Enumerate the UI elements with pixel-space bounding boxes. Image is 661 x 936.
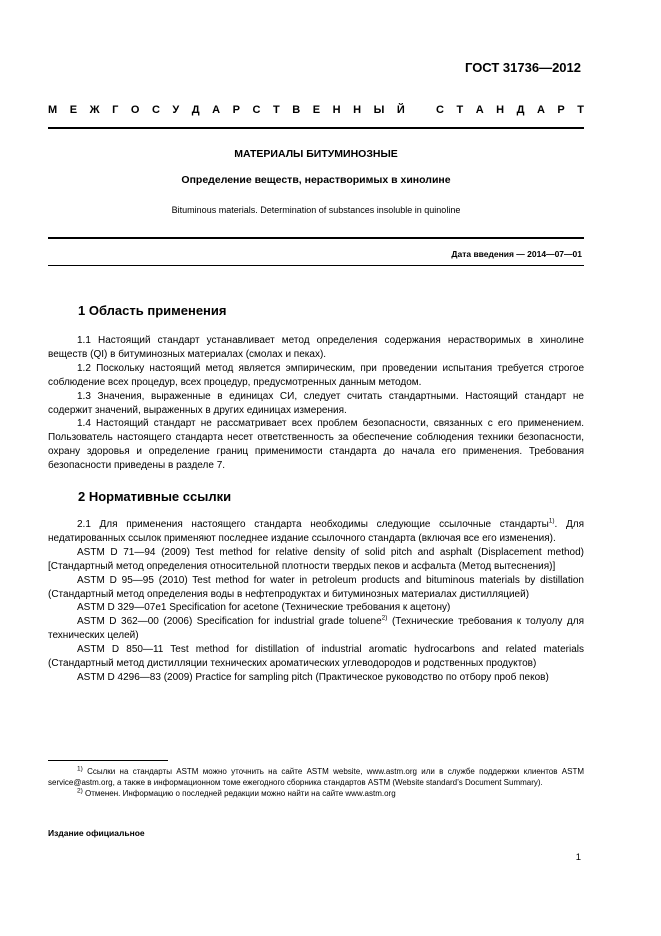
document-subtitle: Определение веществ, нерастворимых в хинолине bbox=[181, 174, 451, 186]
footnote-text: Отменен. Информацию о последней редакции можно найти на сайте www.astm.org bbox=[85, 789, 396, 799]
paragraph bbox=[48, 518, 584, 546]
letter: Ж bbox=[89, 104, 100, 116]
letter: Д bbox=[191, 104, 200, 116]
letter: Г bbox=[112, 104, 119, 116]
letter: Н bbox=[332, 104, 341, 116]
reference-item: ASTM D 95—95 (2010) Test method for water in petroleum products and bituminous materials by distillation (Стандартный метод определения воды в нефтепродуктах и битуминозных материалах дистилляцией) bbox=[48, 574, 584, 600]
date-divider bbox=[48, 265, 584, 266]
title-divider bbox=[48, 237, 584, 239]
reference-item: ASTM D 71—94 (2009) Test method for relative density of solid pitch and asphalt (Displacement method) [Стандартный метод определения относительной плотности твердых пеков и асфальта (Метод вытеснения)] bbox=[48, 546, 584, 572]
letter: Н bbox=[353, 104, 362, 116]
letter: В bbox=[292, 104, 301, 116]
english-title: Bituminous materials. Determination of substances insoluble in quinoline bbox=[171, 205, 461, 215]
letter: Е bbox=[69, 104, 78, 116]
reference-item: ASTM D 4296—83 (2009) Practice for sampling pitch (Практическое руководство по отбору проб пеков) bbox=[77, 671, 549, 683]
header-divider bbox=[48, 127, 584, 129]
letter: Т bbox=[456, 104, 464, 116]
standard-code: ГОСТ 31736—2012 bbox=[465, 60, 581, 75]
footnote-text: Ссылки на стандарты ASTM можно уточнить на сайте ASTM website, www.astm.org или в службе поддержки клиентов ASTM service@astm.org, а также в информационном томе ежегодного сборника стандартов ASTM (Website standard’s Document Summary). bbox=[48, 767, 584, 788]
footnote-divider bbox=[48, 760, 168, 761]
reference-text: ASTM D 362—00 (2006) Specification for industrial grade toluene bbox=[77, 616, 382, 628]
reference-item bbox=[48, 615, 584, 643]
letter: Д bbox=[516, 104, 525, 116]
letter: Т bbox=[577, 104, 584, 116]
letter: Н bbox=[496, 104, 505, 116]
paragraph-text: . Для недатированных ссылок применяют последнее издание ссылочного стандарта (включая все его изменения). bbox=[48, 519, 584, 544]
document-title: МАТЕРИАЛЫ БИТУМИНОЗНЫЕ bbox=[234, 148, 398, 160]
footnote-ref: 1) bbox=[548, 517, 555, 525]
letter: Т bbox=[273, 104, 280, 116]
introduction-date: Дата введения — 2014—07—01 bbox=[451, 249, 582, 259]
letter: А bbox=[212, 104, 221, 116]
letter: А bbox=[475, 104, 484, 116]
letter: У bbox=[172, 104, 180, 116]
section-heading: 2 Нормативные ссылки bbox=[78, 489, 232, 504]
interstate-word bbox=[48, 104, 405, 116]
footnotes bbox=[48, 766, 584, 800]
letter: Й bbox=[396, 104, 405, 116]
letter: С bbox=[252, 104, 261, 116]
paragraph: 1.1 Настоящий стандарт устанавливает метод определения содержания нерастворимых в хинолине веществ (QI) в битуминозных материалах (смолах и пеках). bbox=[48, 335, 584, 360]
letter: С bbox=[436, 104, 444, 116]
section-1-body bbox=[48, 334, 584, 473]
footnote-mark: 1) bbox=[77, 765, 83, 773]
reference-text: (Технические требования к толуолу для технических целей) bbox=[48, 616, 584, 642]
letter: Ы bbox=[373, 104, 385, 116]
footnote bbox=[48, 766, 584, 788]
section-2-body bbox=[48, 518, 584, 685]
reference-item: ASTM D 850—11 Test method for distillation of industrial aromatic hydrocarbons and related materials (Стандартный метод дистилляции технических ароматических углеводородов и родственных продуктов) bbox=[48, 644, 584, 670]
reference-item: ASTM D 329—07e1 Specification for acetone (Технические требования к ацетону) bbox=[77, 602, 451, 614]
footnote bbox=[48, 788, 584, 799]
section-heading: 1 Область применения bbox=[78, 303, 227, 318]
letter: Е bbox=[312, 104, 321, 116]
page-number: 1 bbox=[575, 852, 581, 863]
paragraph: 1.4 Настоящий стандарт не рассматривает всех проблем безопасности, связанных с его применением. Пользователь настоящего стандарта несет ответственность за обеспечение соблюдения техники безопасности, охрану здоровья и определение границ применимости стандарта до начала его применения. Требования безопасности приведены в разделе 7. bbox=[48, 418, 584, 472]
standard-word bbox=[436, 104, 584, 116]
letter: А bbox=[536, 104, 545, 116]
footnote-mark: 2) bbox=[77, 787, 83, 795]
letter: О bbox=[130, 104, 140, 116]
letter: Р bbox=[232, 104, 240, 116]
official-edition-label: Издание официальное bbox=[48, 828, 145, 838]
paragraph-text: 2.1 Для применения настоящего стандарта необходимы следующие ссылочные стандарты bbox=[77, 519, 549, 530]
paragraph: 1.2 Поскольку настоящий метод является эмпирическим, при проведении испытания требуется строгое соблюдение всех процедур, всех процедур, предусмотренных данным методом. bbox=[48, 362, 584, 388]
paragraph: 1.3 Значения, выраженные в единицах СИ, следует считать стандартными. Настоящий стандарт не содержит значений, выраженных в других единицах измерения. bbox=[48, 390, 584, 416]
letter: Р bbox=[557, 104, 565, 116]
letter: С bbox=[151, 104, 160, 116]
footnote-ref: 2) bbox=[381, 615, 388, 623]
interstate-standard-banner bbox=[48, 104, 584, 116]
letter: М bbox=[48, 104, 58, 116]
